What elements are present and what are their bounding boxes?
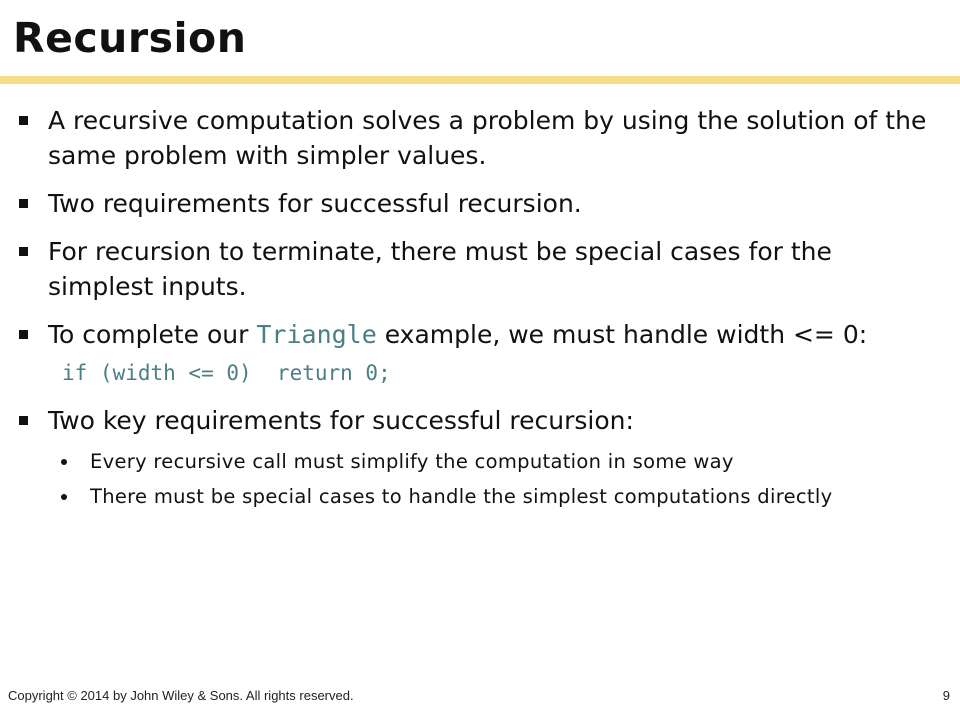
square-bullet-icon <box>19 247 28 256</box>
bullet-item <box>0 103 960 173</box>
bullet-item <box>0 234 960 304</box>
sub-bullet-text: There must be special cases to handle the simplest computations directly <box>90 485 833 508</box>
sub-bullet-text: Every recursive call must simplify the computation in some way <box>90 450 734 473</box>
slide-body <box>0 103 960 517</box>
round-bullet-icon <box>61 494 67 500</box>
square-bullet-icon <box>19 330 28 339</box>
footer-copyright: Copyright © 2014 by John Wiley & Sons. All rights reserved. <box>8 688 354 703</box>
bullet-item <box>0 317 960 352</box>
title-underline <box>0 76 960 84</box>
bullet-text: Two key requirements for successful recursion: <box>48 406 634 435</box>
sub-bullet-list <box>0 447 960 511</box>
square-bullet-icon <box>19 199 28 208</box>
round-bullet-icon <box>61 459 67 465</box>
slide-title: Recursion <box>13 14 247 62</box>
square-bullet-icon <box>19 416 28 425</box>
bullet-text: For recursion to terminate, there must be special cases for the simplest inputs. <box>48 237 832 301</box>
bullet-text: A recursive computation solves a problem by using the solution of the same problem with simpler values. <box>48 106 927 170</box>
page-number: 9 <box>942 688 950 703</box>
bullet-text-before: To complete our <box>48 320 257 349</box>
inline-code-class-name: Triangle <box>256 320 377 349</box>
bullet-text-after: example, we must handle width <= 0: <box>376 320 868 349</box>
bullet-text: Two requirements for successful recursion. <box>48 189 582 218</box>
square-bullet-icon <box>19 116 28 125</box>
bullet-item <box>0 403 960 438</box>
sub-bullet-item <box>0 447 960 476</box>
bullet-item <box>0 186 960 221</box>
code-snippet: if (width <= 0) return 0; <box>62 361 391 385</box>
sub-bullet-item <box>0 482 960 511</box>
